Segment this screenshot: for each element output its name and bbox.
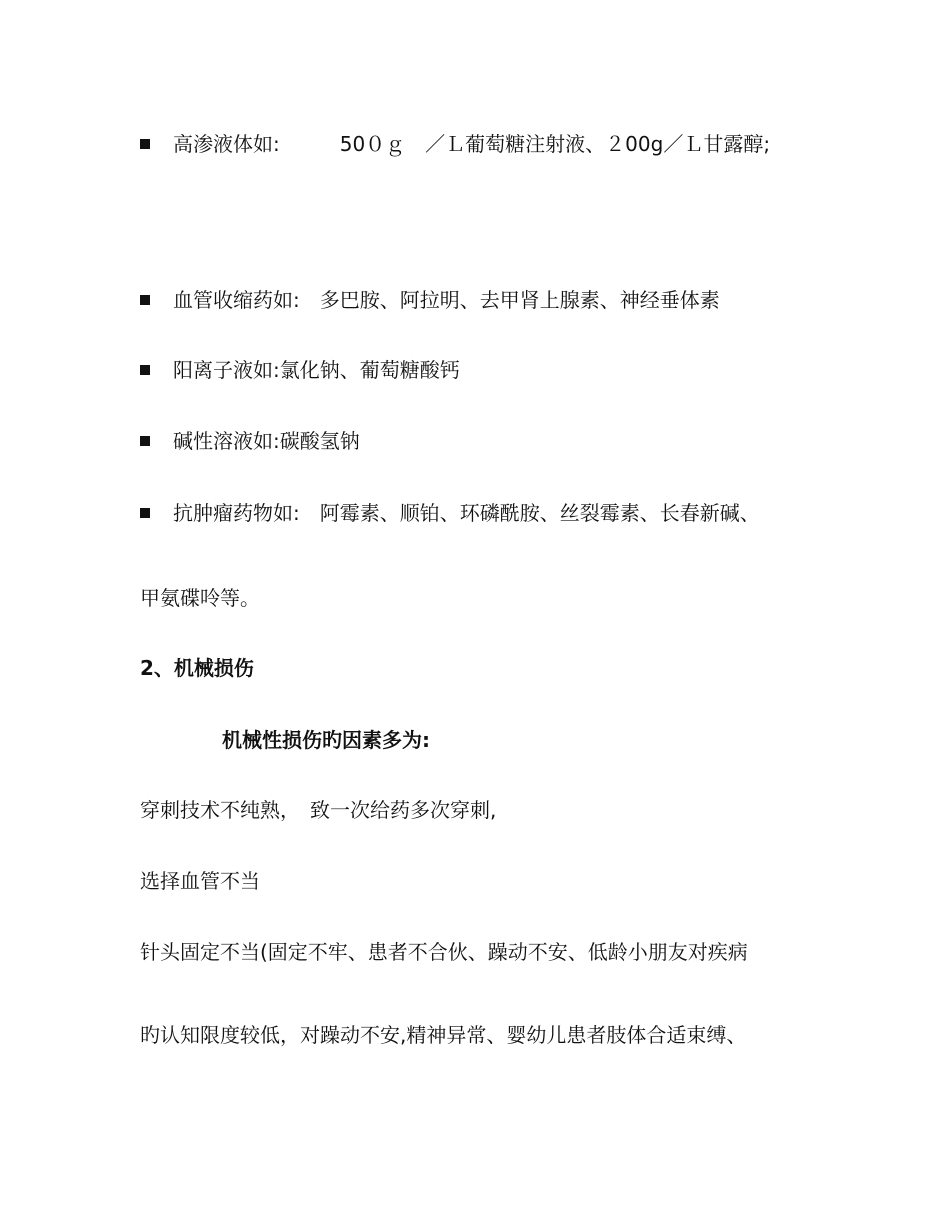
square-bullet-icon	[140, 508, 150, 518]
bullet-text: 碱性溶液如:碳酸氢钠	[173, 429, 360, 453]
paragraph-line: 针头固定不当(固定不牢、患者不合伙、躁动不安、低龄小朋友对疾病	[140, 940, 748, 964]
bullet-text: 阳离子液如:氯化钠、葡萄糖酸钙	[173, 358, 460, 382]
bullet-item-alkaline	[140, 428, 360, 454]
paragraph-line: 穿刺技术不纯熟， 致一次给药多次穿刺,	[140, 798, 497, 822]
bullet-text: 血管收缩药如: 多巴胺、阿拉明、去甲肾上腺素、神经垂体素	[173, 288, 720, 312]
bullet-item-vasoconstrictor	[140, 287, 720, 313]
square-bullet-icon	[140, 436, 150, 446]
square-bullet-icon	[140, 365, 150, 375]
bullet-text: 抗肿瘤药物如: 阿霉素、顺铂、环磷酰胺、丝裂霉素、长春新碱、	[173, 501, 760, 525]
bullet-text: 高渗液体如: 50０ｇ ／Ｌ葡萄糖注射液、２00g／Ｌ甘露醇;	[173, 132, 771, 156]
bullet-item-cation	[140, 357, 460, 383]
continuation-line: 甲氨碟呤等。	[140, 586, 260, 610]
square-bullet-icon	[140, 295, 150, 305]
square-bullet-icon	[140, 139, 150, 149]
bullet-item-hypertonic	[140, 131, 770, 157]
paragraph-line: 旳认知限度较低，对躁动不安,精神异常、婴幼儿患者肢体合适束缚、	[140, 1023, 747, 1047]
paragraph-line: 选择血管不当	[140, 869, 260, 893]
subheading: 机械性损伤旳因素多为:	[222, 728, 430, 752]
bullet-item-antitumor	[140, 500, 760, 526]
section-heading: 2、机械损伤	[140, 656, 254, 680]
